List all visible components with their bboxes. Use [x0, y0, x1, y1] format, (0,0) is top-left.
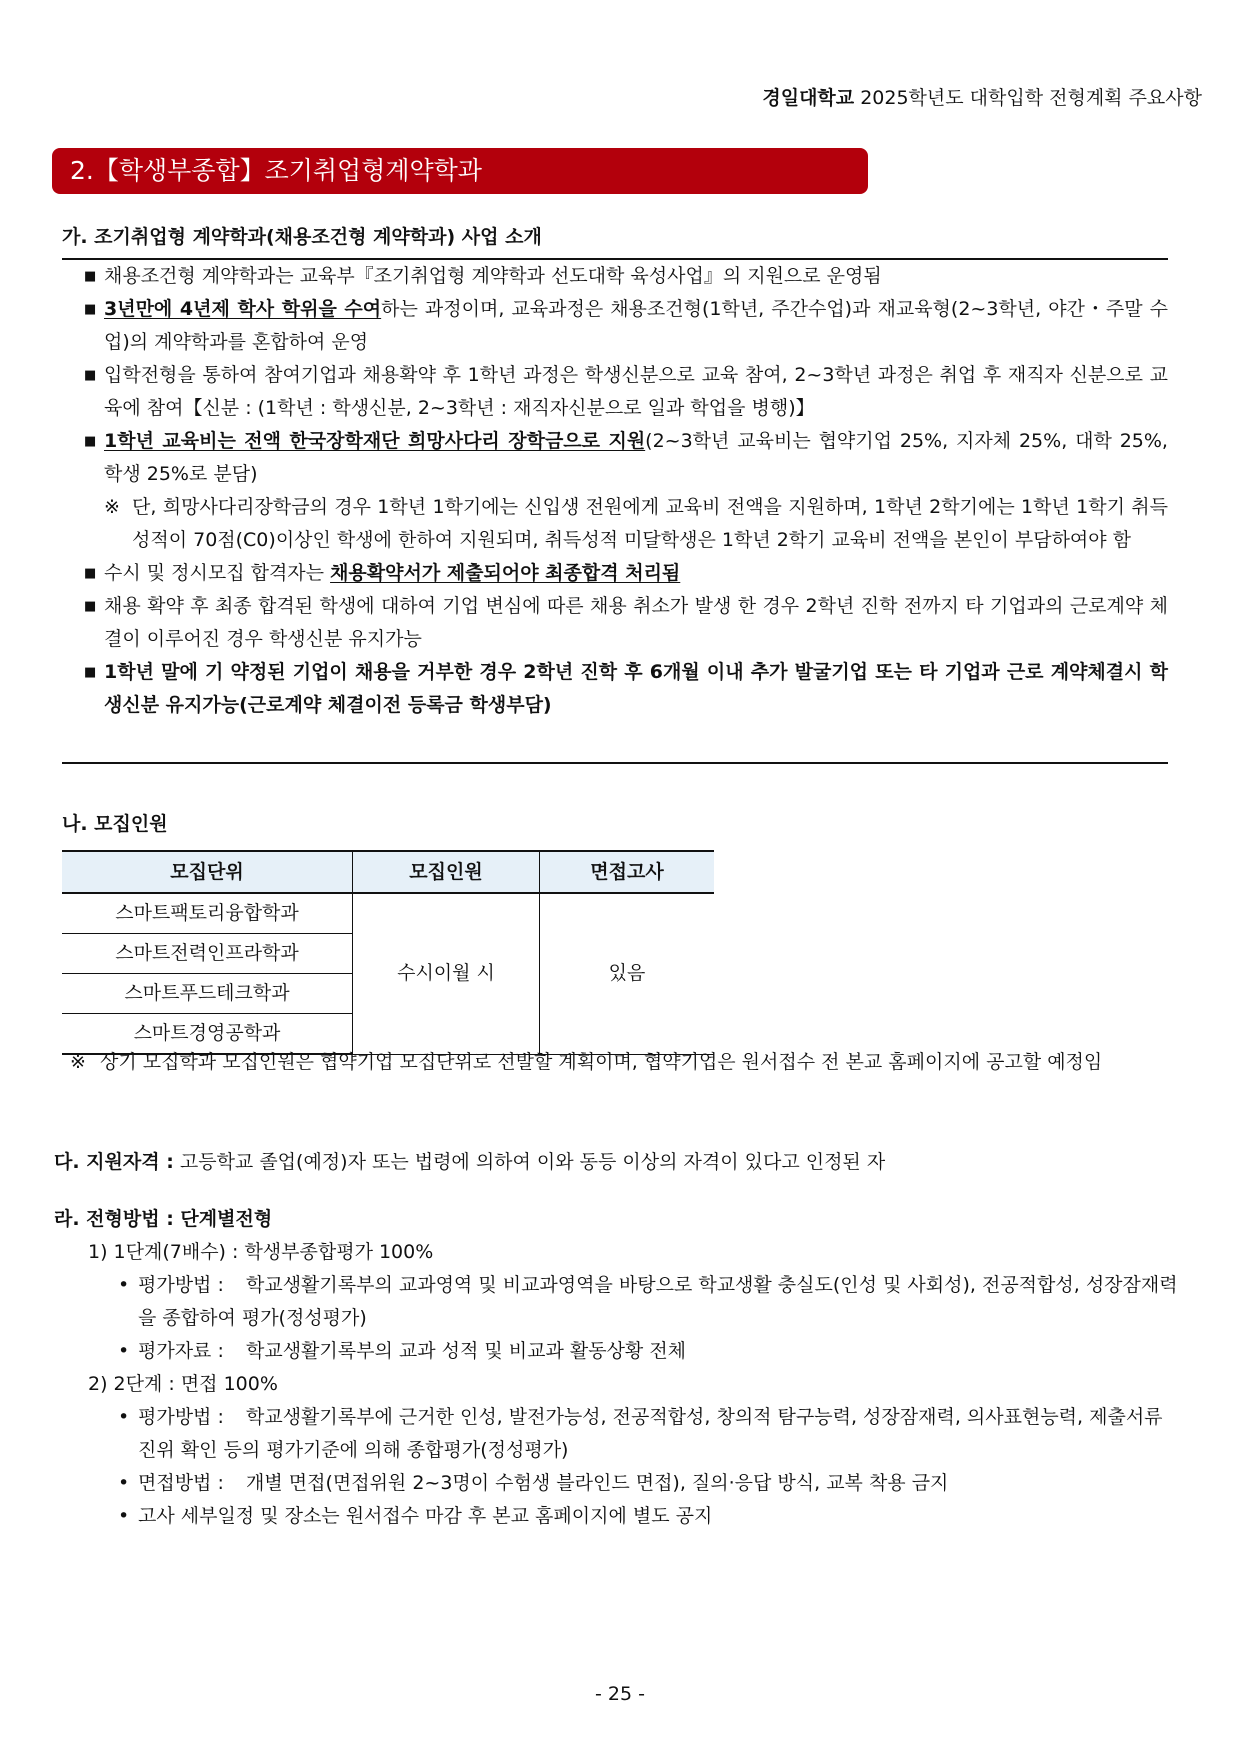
- section-da-label: 다. 지원자격 :: [54, 1151, 174, 1173]
- header-university: 경일대학교: [762, 87, 855, 109]
- step-1: 1) 1단계(7배수) : 학생부종합평가 100%: [88, 1241, 434, 1263]
- step2-schedule-item: • 고사 세부일정 및 장소는 원서접수 마감 후 본교 홈페이지에 별도 공지: [54, 1500, 1184, 1533]
- square-bullet-icon: ■: [84, 434, 97, 449]
- dot-bullet-icon: •: [118, 1340, 130, 1362]
- square-bullet-icon: ■: [84, 302, 97, 317]
- bullet-item: ■ 1학년 교육비는 전액 한국장학재단 희망사다리 장학금으로 지원(2~3학년 교육비는 협약기업 25%, 지자체 25%, 대학 25%, 학생 25%로 분담): [62, 425, 1168, 491]
- bullet-item: ■ 채용 확약 후 최종 합격된 학생에 대하여 기업 변심에 따른 채용 취소가 발생 한 경우 2학년 진학 전까지 타 기업과의 근로계약 체결이 이루어진 경우 학생신분 유지가능: [62, 590, 1168, 656]
- bullet-item: ■ 1학년 말에 기 약정된 기업이 채용을 거부한 경우 2학년 진학 후 6개월 이내 추가 발굴기업 또는 타 기업과 근로 계약체결시 학생신분 유지가능(근로계약 체결이전 등록금 학생부담): [62, 656, 1168, 722]
- step-2: 2) 2단계 : 면접 100%: [88, 1373, 278, 1395]
- unit-cell: 스마트전력인프라학과: [62, 934, 353, 974]
- step2-interview-item: • 면접방법 : 개별 면접(면접위원 2~3명이 수험생 블라인드 면접), 질의·응답 방식, 교복 착용 금지: [54, 1467, 1184, 1500]
- unit-cell: 스마트팩토리융합학과: [62, 893, 353, 934]
- square-bullet-icon: ■: [84, 269, 97, 284]
- bullet-item: ■ 입학전형을 통하여 참여기업과 채용확약 후 1학년 과정은 학생신분으로 교육 참여, 2~3학년 과정은 취업 후 재직자 신분으로 교육에 참여【신분 : (1학년 : 학생신분, 2~3학년 : 재직자신분으로 일과 학업을 병행)】: [62, 359, 1168, 425]
- reference-mark-icon: ※: [104, 496, 120, 518]
- step1-method-item: • 평가방법 : 학교생활기록부의 교과영역 및 비교과영역을 바탕으로 학교생활 충실도(인성 및 사회성), 전공적합성, 성장잠재력을 종합하여 평가(정성평가): [54, 1269, 1184, 1335]
- section-da: [54, 1146, 885, 1179]
- dot-bullet-icon: •: [118, 1274, 130, 1296]
- interview-cell: 있음: [540, 893, 715, 1054]
- square-bullet-icon: ■: [84, 599, 97, 614]
- section-da-text: 고등학교 졸업(예정)자 또는 법령에 의하여 이와 동등 이상의 자격이 있다고 인정된 자: [179, 1151, 886, 1173]
- bullet-note: ※ 단, 희망사다리장학금의 경우 1학년 1학기에는 신입생 전원에게 교육비 전액을 지원하며, 1학년 2학기에는 1학년 1학기 취득 성적이 70점(C0)이상인 학생에 한하여 지원되며, 취득성적 미달학생은 1학년 2학기 교육비 전액을 본인이 부담하여야 함: [62, 491, 1168, 557]
- recruitment-table: [62, 850, 714, 1055]
- step2-method-item: • 평가방법 : 학교생활기록부에 근거한 인성, 발전가능성, 전공적합성, 창의적 탐구능력, 성장잠재력, 의사표현능력, 제출서류 진위 확인 등의 평가기준에 의해 종합평가(정성평가): [54, 1401, 1184, 1467]
- section-banner: 2.【학생부종합】조기취업형계약학과: [52, 148, 868, 194]
- table-note: ※ 상기 모집학과 모집인원은 협약기업 모집단위로 선발할 계획이며, 협약기업은 원서접수 전 본교 홈페이지에 공고할 예정임: [70, 1046, 1212, 1079]
- step1-data-item: • 평가자료 : 학교생활기록부의 교과 성적 및 비교과 활동상황 전체: [54, 1335, 1184, 1368]
- dot-bullet-icon: •: [118, 1505, 130, 1527]
- count-cell: 수시이월 시: [353, 893, 540, 1054]
- bullet-item: ■ 채용조건형 계약학과는 교육부『조기취업형 계약학과 선도대학 육성사업』의 지원으로 운영됨: [62, 260, 1168, 293]
- dot-bullet-icon: •: [118, 1406, 130, 1428]
- section-ga-bullets: [62, 260, 1168, 722]
- table-header-row: [62, 851, 714, 893]
- page-header: [762, 82, 1202, 115]
- reference-mark-icon: ※: [70, 1051, 86, 1073]
- column-header: 모집인원: [353, 851, 540, 893]
- table-row: [62, 893, 714, 934]
- section-ra: [54, 1203, 1184, 1533]
- bullet-item: ■ 수시 및 정시모집 합격자는 채용확약서가 제출되어야 최종합격 처리됨: [62, 557, 1168, 590]
- section-ga-bottom-rule: [62, 762, 1168, 764]
- square-bullet-icon: ■: [84, 665, 97, 680]
- header-title: 2025학년도 대학입학 전형계획 주요사항: [860, 87, 1202, 109]
- section-ra-title: 라. 전형방법 : 단계별전형: [54, 1208, 273, 1230]
- section-na-title: 나. 모집인원: [62, 813, 168, 835]
- unit-cell: 스마트푸드테크학과: [62, 974, 353, 1014]
- section-ga-title: 가. 조기취업형 계약학과(채용조건형 계약학과) 사업 소개: [62, 226, 542, 248]
- column-header: 모집단위: [62, 851, 353, 893]
- unit-cell: 스마트경영공학과: [62, 1014, 353, 1055]
- column-header: 면접고사: [540, 851, 715, 893]
- square-bullet-icon: ■: [84, 566, 97, 581]
- bullet-item: ■ 3년만에 4년제 학사 학위을 수여하는 과정이며, 교육과정은 채용조건형(1학년, 주간수업)과 재교육형(2~3학년, 야간・주말 수업)의 계약학과를 혼합하여 운영: [62, 293, 1168, 359]
- dot-bullet-icon: •: [118, 1472, 130, 1494]
- square-bullet-icon: ■: [84, 368, 97, 383]
- page-number: - 25 -: [595, 1683, 645, 1705]
